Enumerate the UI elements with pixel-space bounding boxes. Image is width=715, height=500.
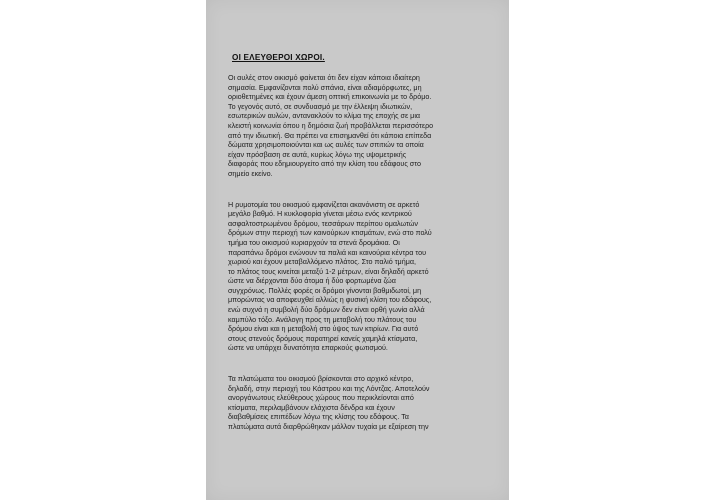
text-line: δρόμου είναι και η μεταβολή στο ύψος των κτιρίων. Για αυτό [228,324,419,334]
document-body [228,52,492,453]
text-line: είχαν πρόσβαση σε αυτά, κυρίως λόγω της υψομετρικής [228,149,407,159]
text-line: Οι αυλές στον οικισμό φαίνεται ότι δεν είχαν κάποια ιδιαίτερη [228,73,420,82]
text-line: ασφαλτοστρωμένου δρόμου, τεσσάρων περίπου ομαλωτών [228,218,418,228]
paragraph-squares [228,374,492,432]
text-line: δηλαδή, στην περιοχή του Κάστρου και της Λόντζας. Αποτελούν [228,383,430,393]
text-line: ανοργάνωτους ελεύθερους χώρους που περικλείονται από [228,393,414,403]
section-title: ΟΙ ΕΛΕΥΘΕΡΟΙ ΧΩΡΟΙ. [232,53,325,62]
text-line: δρόμων στην περιοχή των καινούριων κτισμάτων, ενώ στο πολύ [228,228,432,238]
text-line: στους στενούς δρόμους παρατηρεί κανείς χαμηλά κτίσματα, [228,333,418,343]
text-line: οριοθετημένες και έχουν άμεση οπτική επικοινωνία με το δρόμο. [228,92,432,102]
text-line: κτίσματα, περιλαμβάνουν ελάχιστα δένδρα και έχουν [228,402,395,412]
paragraph-courtyards [228,73,492,179]
text-line: εσωτερικών αυλών, αντανακλούν το κλίμα της εποχής σε μια [228,111,421,121]
text-line: σημασία. Εμφανίζονται πολύ σπάνια, είναι αδιαμόρφωτες, μη [228,82,422,92]
text-line: δώματα χρησιμοποιούνται και ως αυλές των σπιτιών τα οποία [228,140,424,150]
text-line: καμπύλο τόξο. Ανάλογη προς τη μεταβολή του πλάτους του [228,314,417,324]
text-line: τμήμα του οικισμού κυριαρχούν τα στενά δρομάκια. Οι [228,237,400,247]
text-line: συγχρόνως. Πολλές φορές οι δρόμοι γίνονται βαθμιδωτοί, μη [228,285,422,295]
text-line: Η ρυμοτομία του οικισμού εμφανίζεται ακανόνιστη σε αρκετό [228,199,420,209]
text-line: Το γεγονός αυτό, σε συνδυασμό με την έλλειψη ιδιωτικών, [228,101,413,111]
text-line: διαβαθμίσεις επιπέδων λόγω της κλίσης του εδάφους. Τα [228,412,409,422]
text-line: χωριού και έχουν μεταβαλλόμενο πλάτος. Στο παλιό τμήμα, [228,257,416,267]
document-page [206,0,509,500]
text-line: κλειστή κοινωνία όπου η δημόσια ζωή προβάλλεται περισσότερο [228,120,434,130]
text-line: πλατώματα αυτά διαρθρώθηκαν μάλλον τυχαία με εξαίρεση την [228,422,429,431]
text-line: παραπάνω δρόμοι ενώνουν τα παλιά και καινούρια κέντρα του [228,247,427,257]
text-line: ενώ συχνά η συμβολή δύο δρόμων δεν είναι ορθή γωνία αλλά [228,305,425,315]
text-line: ώστε να διέρχονται δύο άτομα ή δύο φορτωμένα ζώα [228,276,396,286]
text-line: διαφοράς που εδημιουργείτο από την κλίση του εδάφους στο [228,159,421,169]
text-line: μεγάλο βαθμό. Η κυκλοφορία γίνεται μέσω ενός κεντρικού [228,209,412,219]
text-line: το πλάτος τους κινείται μεταξύ 1-2 μέτρων, είναι δηλαδή αρκετό [228,266,429,276]
text-line: ώστε να υπάρχει δυνατότητα επαρκούς φωτισμού. [228,343,388,353]
text-line: από την ιδιωτική. Θα πρέπει να επισημανθεί ότι κάποια επίπεδα [228,130,432,140]
text-line: μπορώντας να αποφευχθεί αλλιώς η φυσική κλίση του εδάφους, [228,295,432,305]
text-line: σημείο εκείνο. [228,168,273,178]
paragraph-street-layout [228,200,492,354]
text-line: Τα πλατώματα του οικισμού βρίσκονται στο αρχικό κέντρο, [228,374,414,384]
